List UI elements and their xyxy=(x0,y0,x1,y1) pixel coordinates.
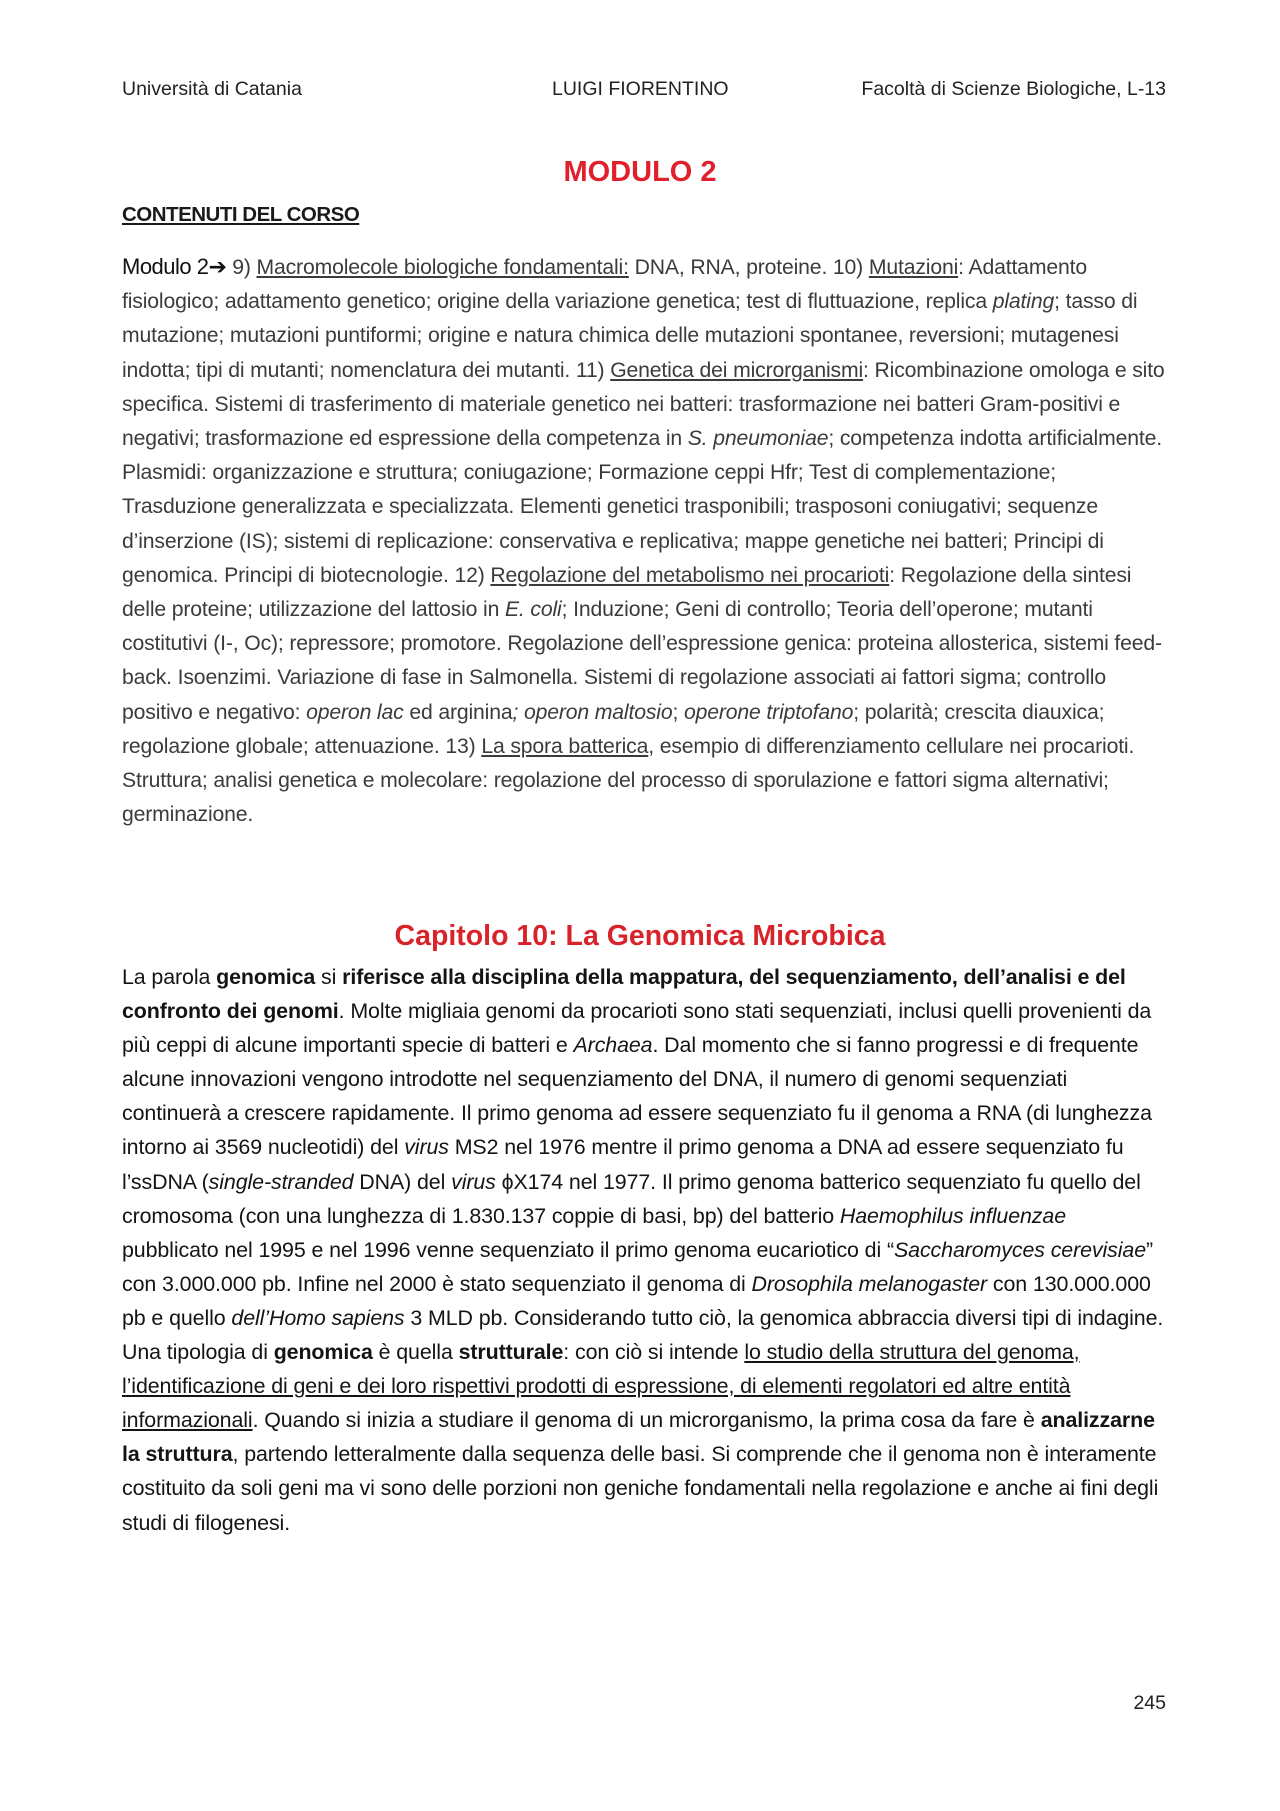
structural-genomics-paragraph xyxy=(122,1335,1168,1540)
module-lead: Modulo 2 xyxy=(122,254,209,279)
genomics-paragraph xyxy=(122,960,1168,1335)
text-run: : Adattamento fisiologico; adattamento genetico; origine della variazione genetica; test di fluttuazione, replica xyxy=(122,256,1087,314)
text-run: DNA) del xyxy=(353,1169,452,1194)
text-run: . Molte migliaia genomi da procarioti sono stati sequenziati, inclusi quelli provenienti da più ceppi di alcune importanti specie di batteri e xyxy=(122,999,1152,1058)
chapter-body xyxy=(122,960,1168,1540)
text-run: con 130.000.000 pb e quello xyxy=(122,1271,1151,1330)
text-run: 3 MLD pb. Considerando tutto ciò, la genomica abbraccia diversi tipi di indagine. xyxy=(404,1305,1164,1330)
text-run: . Dal momento che si fanno progressi e di frequente alcune innovazioni vengono introdotte nel sequenziamento del DNA, il numero di genomi sequenziati continuerà a crescere rapidamente. Il primo genoma ad essere sequenziato fu il genoma a RNA (di lunghezza intorno ai 3569 nucleotidi) del xyxy=(122,1033,1152,1160)
header-faculty: Facoltà di Scienze Biologiche, L-13 xyxy=(861,78,1166,100)
italic-run: S. pneumoniae xyxy=(687,427,829,451)
text-run: DNA, RNA, proteine. 10) xyxy=(628,256,869,279)
underlined-run: lo studio della struttura del genoma, l’identificazione di geni e dei loro rispettivi prodotti di espressione, di elementi regolatori ed altre entità informazionali xyxy=(122,1340,1080,1433)
section-heading: CONTENUTI DEL CORSO xyxy=(122,203,360,226)
italic-run: Haemophilus influenzae xyxy=(839,1203,1066,1228)
italic-run: Saccharomyces cerevisiae xyxy=(894,1237,1147,1262)
italic-run: plating xyxy=(992,290,1055,314)
italic-run: E. coli xyxy=(504,598,562,622)
header-author: LUIGI FIORENTINO xyxy=(552,78,729,100)
italic-run: operon lac xyxy=(306,700,404,724)
bold-run: riferisce alla disciplina della mappatura, del sequenziamento, dell’analisi e del confronto dei genomi xyxy=(122,965,1126,1024)
page-number: 245 xyxy=(1133,1692,1166,1714)
text-run: : con ciò si intende xyxy=(563,1340,745,1365)
text-run: Una tipologia di xyxy=(122,1340,274,1365)
module-title: MODULO 2 xyxy=(563,156,717,188)
text-run: ; competenza indotta artificialmente. Plasmidi: organizzazione e struttura; coniugazione; Formazione ceppi Hfr; Test di complementazione; Trasduzione generalizzata e specializzata. Elementi genetici trasponibili; trasposoni coniugativi; sequenze d’inserzione (IS); sistemi di replicazione: conservativa e replicativa; mappe genetiche nei batteri; Principi di genomica. Principi di biotecnologie. 12) xyxy=(122,427,1162,587)
text-run: ; polarità; crescita diauxica; regolazione globale; attenuazione. 13) xyxy=(122,700,1105,758)
topic-spora: La spora batterica xyxy=(481,734,649,758)
page-header xyxy=(122,78,1166,106)
italic-run: virus xyxy=(404,1135,449,1160)
text-run: ; xyxy=(672,700,684,724)
italic-run: single-stranded xyxy=(208,1169,354,1194)
text-run: ϕX174 nel 1977. Il primo genoma batterico sequenziato fu quello del cromosoma (con una lunghezza di 1.830.137 coppie di basi, bp) del batterio xyxy=(122,1169,1141,1228)
topic-genetica: Genetica dei microrganismi xyxy=(610,358,864,382)
topic-regolazione: Regolazione del metabolismo nei procarioti xyxy=(490,563,890,587)
italic-run: virus xyxy=(451,1169,496,1194)
italic-run: ; operon maltosio xyxy=(512,700,673,724)
italic-run: operone triptofano xyxy=(683,700,854,724)
text-run: pubblicato nel 1995 e nel 1996 venne sequenziato il primo genoma eucariotico di “ xyxy=(122,1237,894,1262)
header-university: Università di Catania xyxy=(122,78,302,100)
text-run: ed arginina xyxy=(403,700,513,724)
text-run: , partendo letteralmente dalla sequenza delle basi. Si comprende che il genoma non è interamente costituito da soli geni ma vi sono delle porzioni non geniche fondamentali nella regolazione e anche ai fini degli studi di filogenesi. xyxy=(122,1442,1159,1535)
text-run: , esempio di differenziamento cellulare nei procarioti. Struttura; analisi genetica e molecolare: regolazione del processo di sporulazione e fattori sigma alternativi; germinazione. xyxy=(122,734,1135,827)
text-run: : Ricombinazione omologa e sito specifica. Sistemi di trasferimento di materiale genetico nei batteri: trasformazione nei batteri Gram-positivi e negativi; trasformazione ed espressione della competenza in xyxy=(122,358,1165,451)
text-run: ” con 3.000.000 pb. Infine nel 2000 è stato sequenziato il genoma di xyxy=(122,1237,1154,1296)
chapter-title: Capitolo 10: La Genomica Microbica xyxy=(394,920,886,952)
text-run: ; Induzione; Geni di controllo; Teoria dell’operone; mutanti costitutivi (I-, Oc); repressore; promotore. Regolazione dell’espressione genica: proteina allosterica, sistemi feed-back. Isoenzimi. Variazione di fase in Salmonella. Sistemi di regolazione associati ai fattori sigma; controllo positivo e negativo: xyxy=(122,598,1162,724)
text-run: 9) xyxy=(226,256,257,279)
italic-run: Archaea xyxy=(573,1033,653,1058)
italic-run: Drosophila melanogaster xyxy=(751,1271,988,1296)
bold-run: strutturale xyxy=(458,1340,564,1365)
topic-mutazioni: Mutazioni xyxy=(868,256,959,279)
course-contents-paragraph xyxy=(122,250,1168,832)
bold-run: genomica xyxy=(216,965,316,989)
topic-macromolecole: Macromolecole biologiche fondamentali: xyxy=(256,256,629,279)
italic-run: dell’Homo sapiens xyxy=(231,1305,405,1330)
text-run: . Quando si inizia a studiare il genoma di un microrganismo, la prima cosa da fare è xyxy=(252,1408,1041,1433)
text-run: La parola xyxy=(122,965,217,989)
bold-run: analizzarne la struttura xyxy=(122,1408,1155,1467)
text-run: si xyxy=(315,965,343,989)
text-run: MS2 nel 1976 mentre il primo genoma a DNA ad essere sequenziato fu l’ssDNA ( xyxy=(122,1135,1124,1194)
bold-run: genomica xyxy=(273,1340,373,1365)
text-run: è quella xyxy=(372,1340,459,1365)
arrow-icon: ➔ xyxy=(208,254,227,279)
text-run: : Regolazione della sintesi delle proteine; utilizzazione del lattosio in xyxy=(122,563,1132,622)
text-run: ; tasso di mutazione; mutazioni puntiformi; origine e natura chimica delle mutazioni spontanee, reversioni; mutagenesi indotta; tipi di mutanti; nomenclatura dei mutanti. 11) xyxy=(122,290,1138,382)
